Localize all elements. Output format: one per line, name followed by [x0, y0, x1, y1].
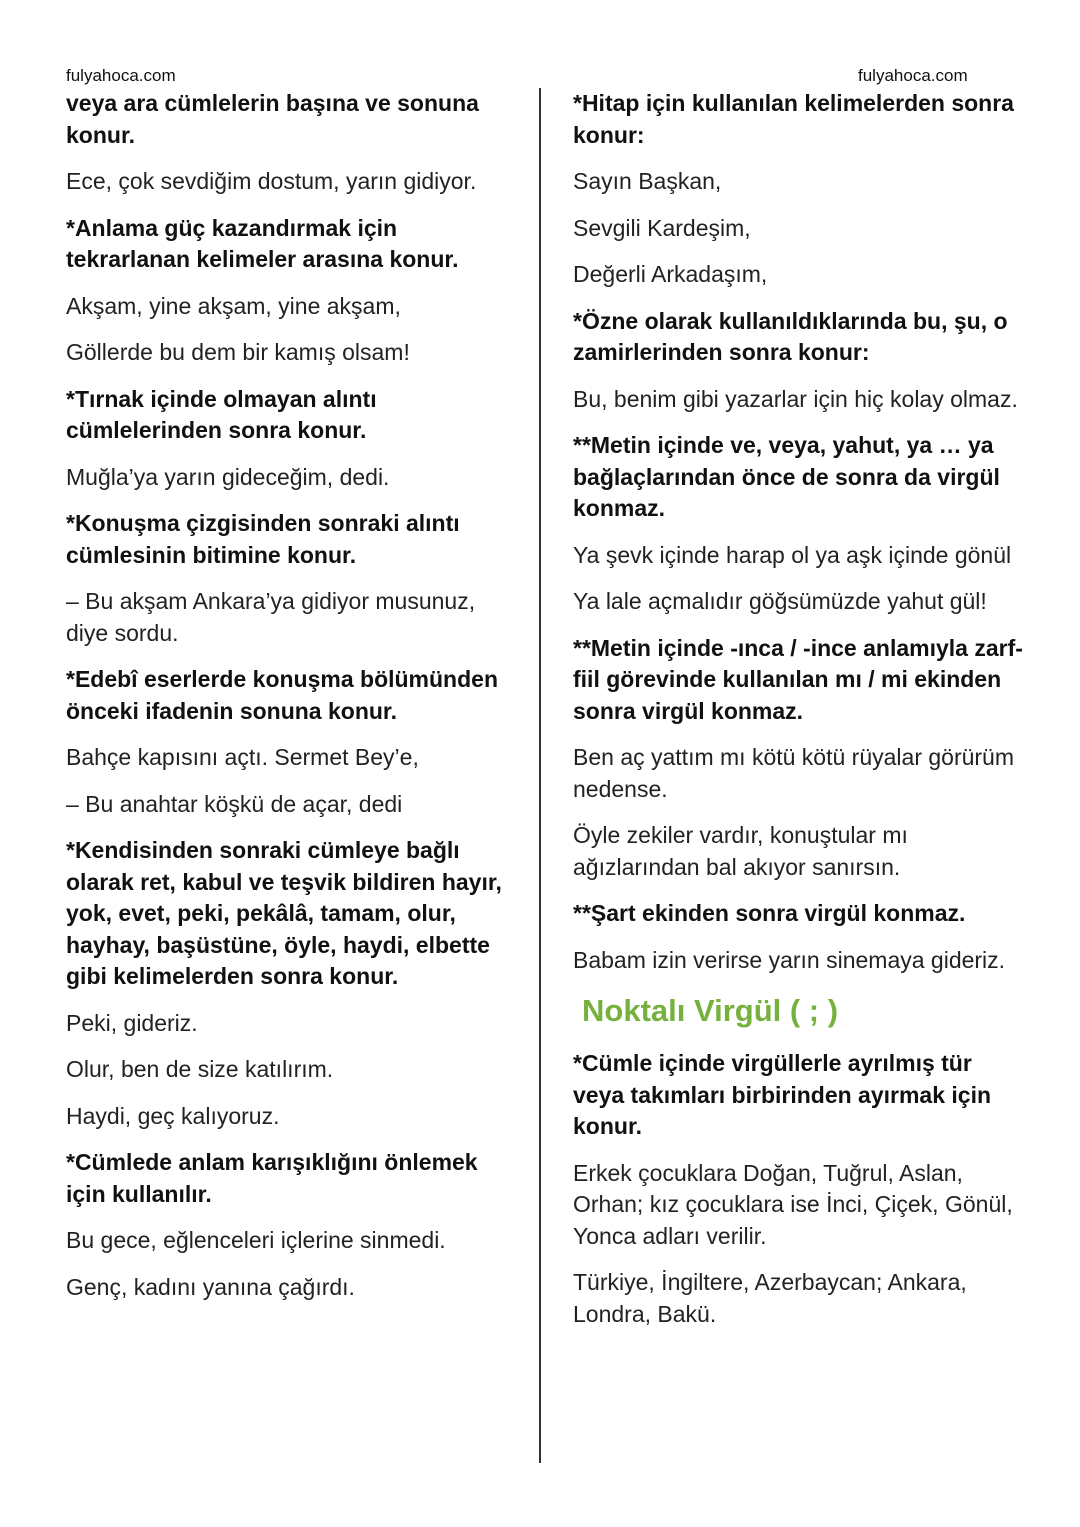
- example-text: Muğla’ya yarın gideceğim, dedi.: [66, 463, 390, 490]
- rule-text: *Konuşma çizgisinden sonraki alıntı cümlesinin bitimine konur.: [66, 510, 460, 568]
- example-text: – Bu akşam Ankara’ya gidiyor musunuz, diye sordu.: [66, 588, 476, 646]
- example-text: Öyle zekiler vardır, konuştular mı ağızlarından bal akıyor sanırsın.: [573, 822, 908, 880]
- rule-text: *Edebî eserlerde konuşma bölümünden önceki ifadenin sonuna konur.: [66, 666, 498, 724]
- rule-text: *Kendisinden sonraki cümleye bağlı olarak ret, kabul ve teşvik bildiren hayır, yok, evet, peki, pekâlâ, tamam, olur, hayhay, başüstüne, öyle, haydi, elbette gibi kelimelerden sonra konur.: [66, 837, 502, 989]
- rule-text: *Hitap için kullanılan kelimelerden sonra konur:: [573, 90, 1014, 148]
- column-divider: [539, 88, 541, 1463]
- rule-text: *Cümle içinde virgüllerle ayrılmış tür veya takımları birbirinden ayırmak için konur.: [573, 1050, 992, 1139]
- site-label-left: fulyahoca.com: [66, 66, 176, 85]
- rule-text: **Metin içinde ve, veya, yahut, ya … ya bağlaçlarından önce de sonra da virgül konmaz.: [573, 432, 1000, 521]
- example-text: Peki, gideriz.: [66, 1009, 198, 1036]
- rule-text: *Cümlede anlam karışıklığını önlemek için kullanılır.: [66, 1149, 478, 1207]
- example-text: Bahçe kapısını açtı. Sermet Bey’e,: [66, 744, 419, 770]
- rule-text: **Şart ekinden sonra virgül konmaz.: [573, 900, 966, 926]
- example-text: Değerli Arkadaşım,: [573, 261, 768, 287]
- left-column: [66, 88, 516, 1318]
- rule-text: *Anlama güç kazandırmak için tekrarlanan kelimeler arasına konur.: [66, 214, 459, 272]
- site-label-right: fulyahoca.com: [858, 66, 968, 85]
- example-text: Sevgili Kardeşim,: [573, 214, 751, 241]
- example-text: Bu, benim gibi yazarlar için hiç kolay olmaz.: [573, 385, 1018, 412]
- example-text: Ben aç yattım mı kötü kötü rüyalar görürüm nedense.: [573, 744, 1015, 802]
- example-text: Babam izin verirse yarın sinemaya gideriz.: [573, 946, 1006, 973]
- example-text: Sayın Başkan,: [573, 168, 722, 194]
- rule-text: veya ara cümlelerin başına ve sonuna konur.: [66, 90, 479, 148]
- rule-text: **Metin içinde -ınca / -ince anlamıyla zarf-fiil görevinde kullanılan mı / mi ekinden sonra virgül konmaz.: [573, 634, 1023, 724]
- example-text: Akşam, yine akşam, yine akşam,: [66, 292, 401, 319]
- example-text: Haydi, geç kalıyoruz.: [66, 1102, 280, 1129]
- section-heading: Noktalı Virgül ( ; ): [582, 993, 839, 1028]
- rule-text: *Özne olarak kullanıldıklarında bu, şu, o zamirlerinden sonra konur:: [573, 307, 1008, 365]
- example-text: Genç, kadını yanına çağırdı.: [66, 1273, 355, 1300]
- example-text: – Bu anahtar köşkü de açar, dedi: [66, 790, 403, 817]
- example-text: Göllerde bu dem bir kamış olsam!: [66, 339, 410, 365]
- example-text: Olur, ben de size katılırım.: [66, 1056, 334, 1082]
- example-text: Erkek çocuklara Doğan, Tuğrul, Aslan, Orhan; kız çocuklara ise İnci, Çiçek, Gönül, Yonca adları verilir.: [573, 1159, 1013, 1249]
- right-column: [573, 88, 1023, 1345]
- example-text: Bu gece, eğlenceleri içlerine sinmedi.: [66, 1227, 446, 1253]
- rule-text: *Tırnak içinde olmayan alıntı cümlelerinden sonra konur.: [66, 385, 377, 443]
- example-text: Türkiye, İngiltere, Azerbaycan; Ankara, Londra, Bakü.: [573, 1269, 967, 1327]
- example-text: Ya şevk içinde harap ol ya aşk içinde gönül: [573, 541, 1012, 568]
- example-text: Ya lale açmalıdır göğsümüzde yahut gül!: [573, 588, 987, 614]
- example-text: Ece, çok sevdiğim dostum, yarın gidiyor.: [66, 168, 477, 194]
